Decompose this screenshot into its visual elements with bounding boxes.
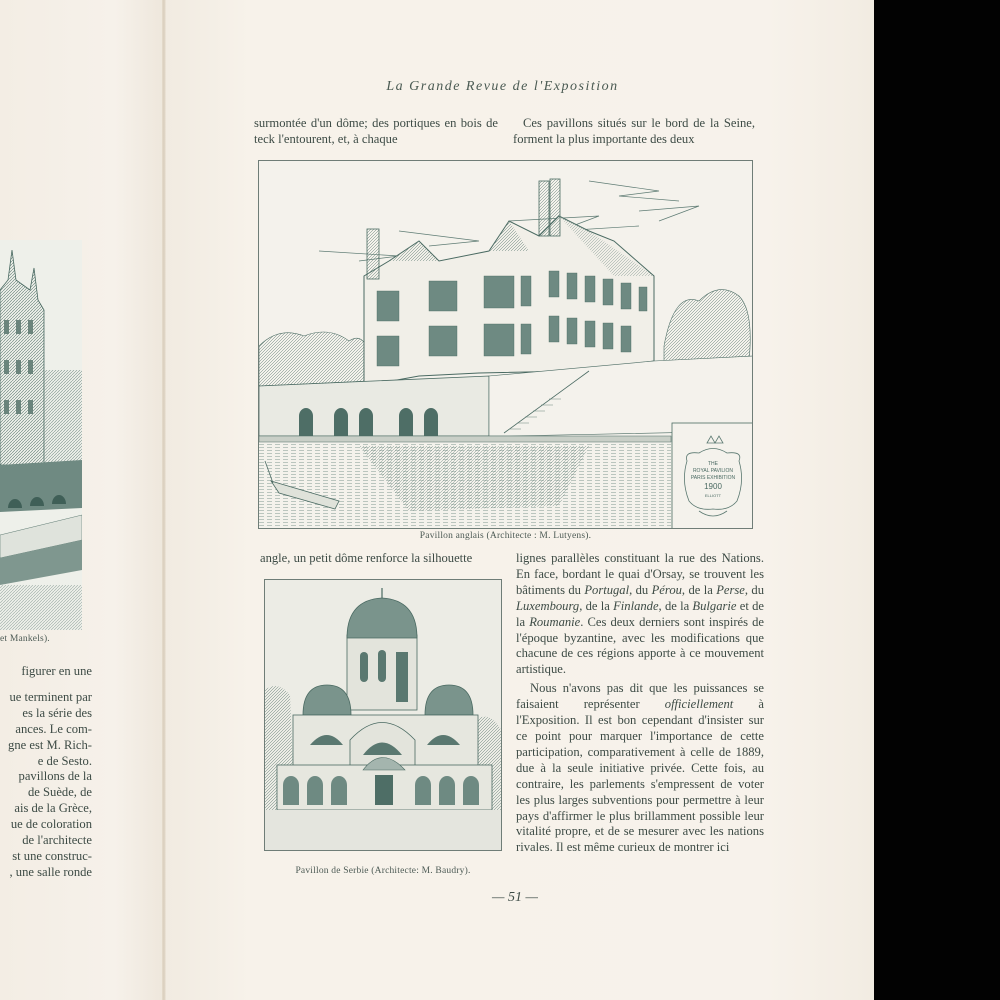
left-page-text-column	[0, 664, 92, 881]
text-line: de Suède, de	[28, 785, 92, 800]
top-left-column	[254, 116, 498, 148]
running-head: La Grande Revue de l'Exposition	[386, 79, 619, 94]
text-line: ue terminent par	[9, 689, 92, 704]
mid-left-text-line: angle, un petit dôme renforce la silhouette	[260, 551, 473, 565]
text-line: ue de coloration	[10, 817, 92, 832]
svg-text:1900: 1900	[704, 482, 722, 491]
mid-right-column	[516, 551, 764, 856]
svg-text:ELLIOTT: ELLIOTT	[704, 493, 722, 498]
text-line: figurer en une	[21, 664, 92, 678]
serbian-pavilion-caption: Pavillon de Serbie (Architecte: M. Baudry).	[295, 866, 471, 876]
text-line: es la série des	[22, 705, 92, 720]
left-figure-caption-fragment: et Mankels).	[0, 634, 50, 644]
page-number: — 51 —	[492, 890, 538, 905]
text-line: gne est M. Rich-	[8, 737, 92, 752]
svg-text:ROYAL PAVILION: ROYAL PAVILION	[692, 468, 734, 474]
svg-text:PARIS EXHIBITION: PARIS EXHIBITION	[690, 475, 736, 481]
paragraph-continuation: surmontée d'un dôme; des portiques en bois de teck l'entourent, et, à chaque	[254, 116, 498, 146]
english-pavilion-engraving	[259, 161, 753, 529]
text-line: ais de la Grèce,	[14, 801, 92, 816]
text-line: st une construc-	[12, 848, 92, 863]
gothic-building-engraving	[0, 240, 82, 630]
paragraph-nations: lignes parallèles constituant la rue des Nations. En face, bordant le quai d'Orsay, se trouvent les bâtiments du Portugal, du Pérou, de la Perse, du Luxembourg, de la Finlande, de la Bulgarie et de la Roumanie. Ces deux derniers sont inspirés de l'époque byzantine, avec les modifications que chacune de ces régions apporte à ce mouvement artistique.	[516, 551, 764, 677]
text-line: ances. Le com-	[15, 721, 92, 736]
black-backdrop	[874, 0, 1000, 1000]
text-line: e de Sesto.	[37, 753, 92, 768]
top-right-column	[513, 116, 755, 148]
text-line: de l'architecte	[22, 833, 92, 848]
figure-english-pavilion	[258, 160, 753, 529]
left-page-illustration-gothic-building	[0, 240, 82, 630]
paragraph-opening: Ces pavillons situés sur le bord de la Seine, forment la plus importante des deux	[513, 116, 755, 146]
figure-serbian-pavilion	[264, 579, 502, 851]
paragraph-official-participation: Nous n'avons pas dit que les puissances se faisaient représenter officiellement à l'Exposition. Il est bon cependant d'insister sur ce point pour marquer l'importance de cette participation, comparativement à celle de 1889, due à la seule initiative privée. Cette fois, au contraire, les parlements s'empressent de voter les plus larges subventions pour permettre à leur pays d'affirmer le plus brillamment possible leur vitalité propre, et de se mesurer avec les nations rivales. Il est même curieux de montrer ici	[516, 681, 764, 855]
serbian-pavilion-engraving	[265, 580, 502, 851]
text-line: , une salle ronde	[9, 864, 92, 879]
svg-text:THE: THE	[708, 461, 718, 467]
text-line: pavillons de la	[18, 769, 92, 784]
english-pavilion-caption: Pavillon anglais (Architecte : M. Lutyens).	[419, 531, 592, 541]
